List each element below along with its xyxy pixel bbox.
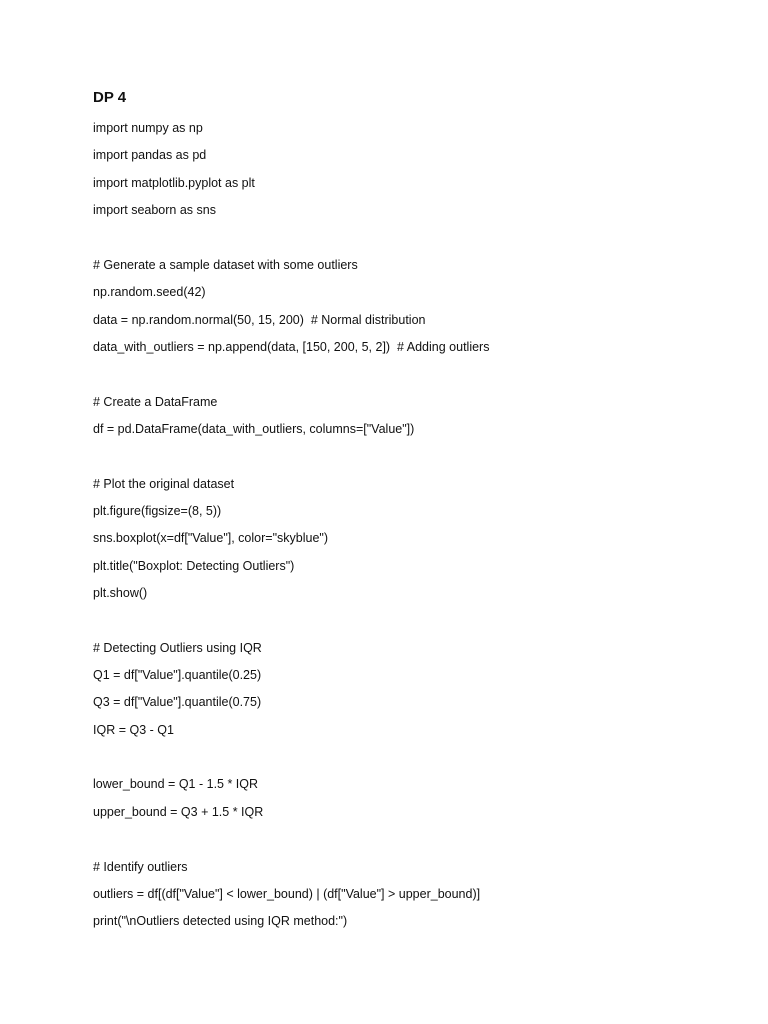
code-line: data_with_outliers = np.append(data, [150, 200, 5, 2]) # Adding outliers [93, 339, 490, 354]
code-line: import numpy as np [93, 121, 203, 135]
code-line: plt.figure(figsize=(8, 5)) [93, 503, 222, 518]
code-line: # Detecting Outliers using IQR [93, 640, 262, 655]
code-line: lower_bound = Q1 - 1.5 * IQR [93, 777, 259, 792]
code-line: # Plot the original dataset [93, 476, 235, 491]
code-line: # Generate a sample dataset with some outliers [93, 257, 358, 272]
code-line: sns.boxplot(x=df["Value"], color="skyblue") [93, 531, 328, 546]
document-title: DP 4 [93, 89, 127, 106]
code-line: upper_bound = Q3 + 1.5 * IQR [93, 804, 264, 819]
code-line: df = pd.DataFrame(data_with_outliers, columns=["Value"]) [93, 421, 415, 436]
code-line: plt.show() [93, 586, 148, 600]
code-line: Q1 = df["Value"].quantile(0.25) [93, 668, 262, 682]
code-line: IQR = Q3 - Q1 [93, 722, 174, 737]
code-line: # Create a DataFrame [93, 394, 218, 409]
code-line: print("\nOutliers detected using IQR method:") [93, 914, 348, 929]
code-line: plt.title("Boxplot: Detecting Outliers") [93, 558, 295, 573]
code-line: np.random.seed(42) [93, 285, 206, 300]
code-line: data = np.random.normal(50, 15, 200) # Normal distribution [93, 312, 426, 327]
code-line: # Identify outliers [93, 859, 188, 874]
code-line: Q3 = df["Value"].quantile(0.75) [93, 695, 262, 710]
code-line: import matplotlib.pyplot as plt [93, 175, 255, 190]
code-line: import seaborn as sns [93, 203, 216, 218]
code-line: import pandas as pd [93, 148, 207, 163]
code-line: outliers = df[(df["Value"] < lower_bound) | (df["Value"] > upper_bound)] [93, 886, 481, 901]
